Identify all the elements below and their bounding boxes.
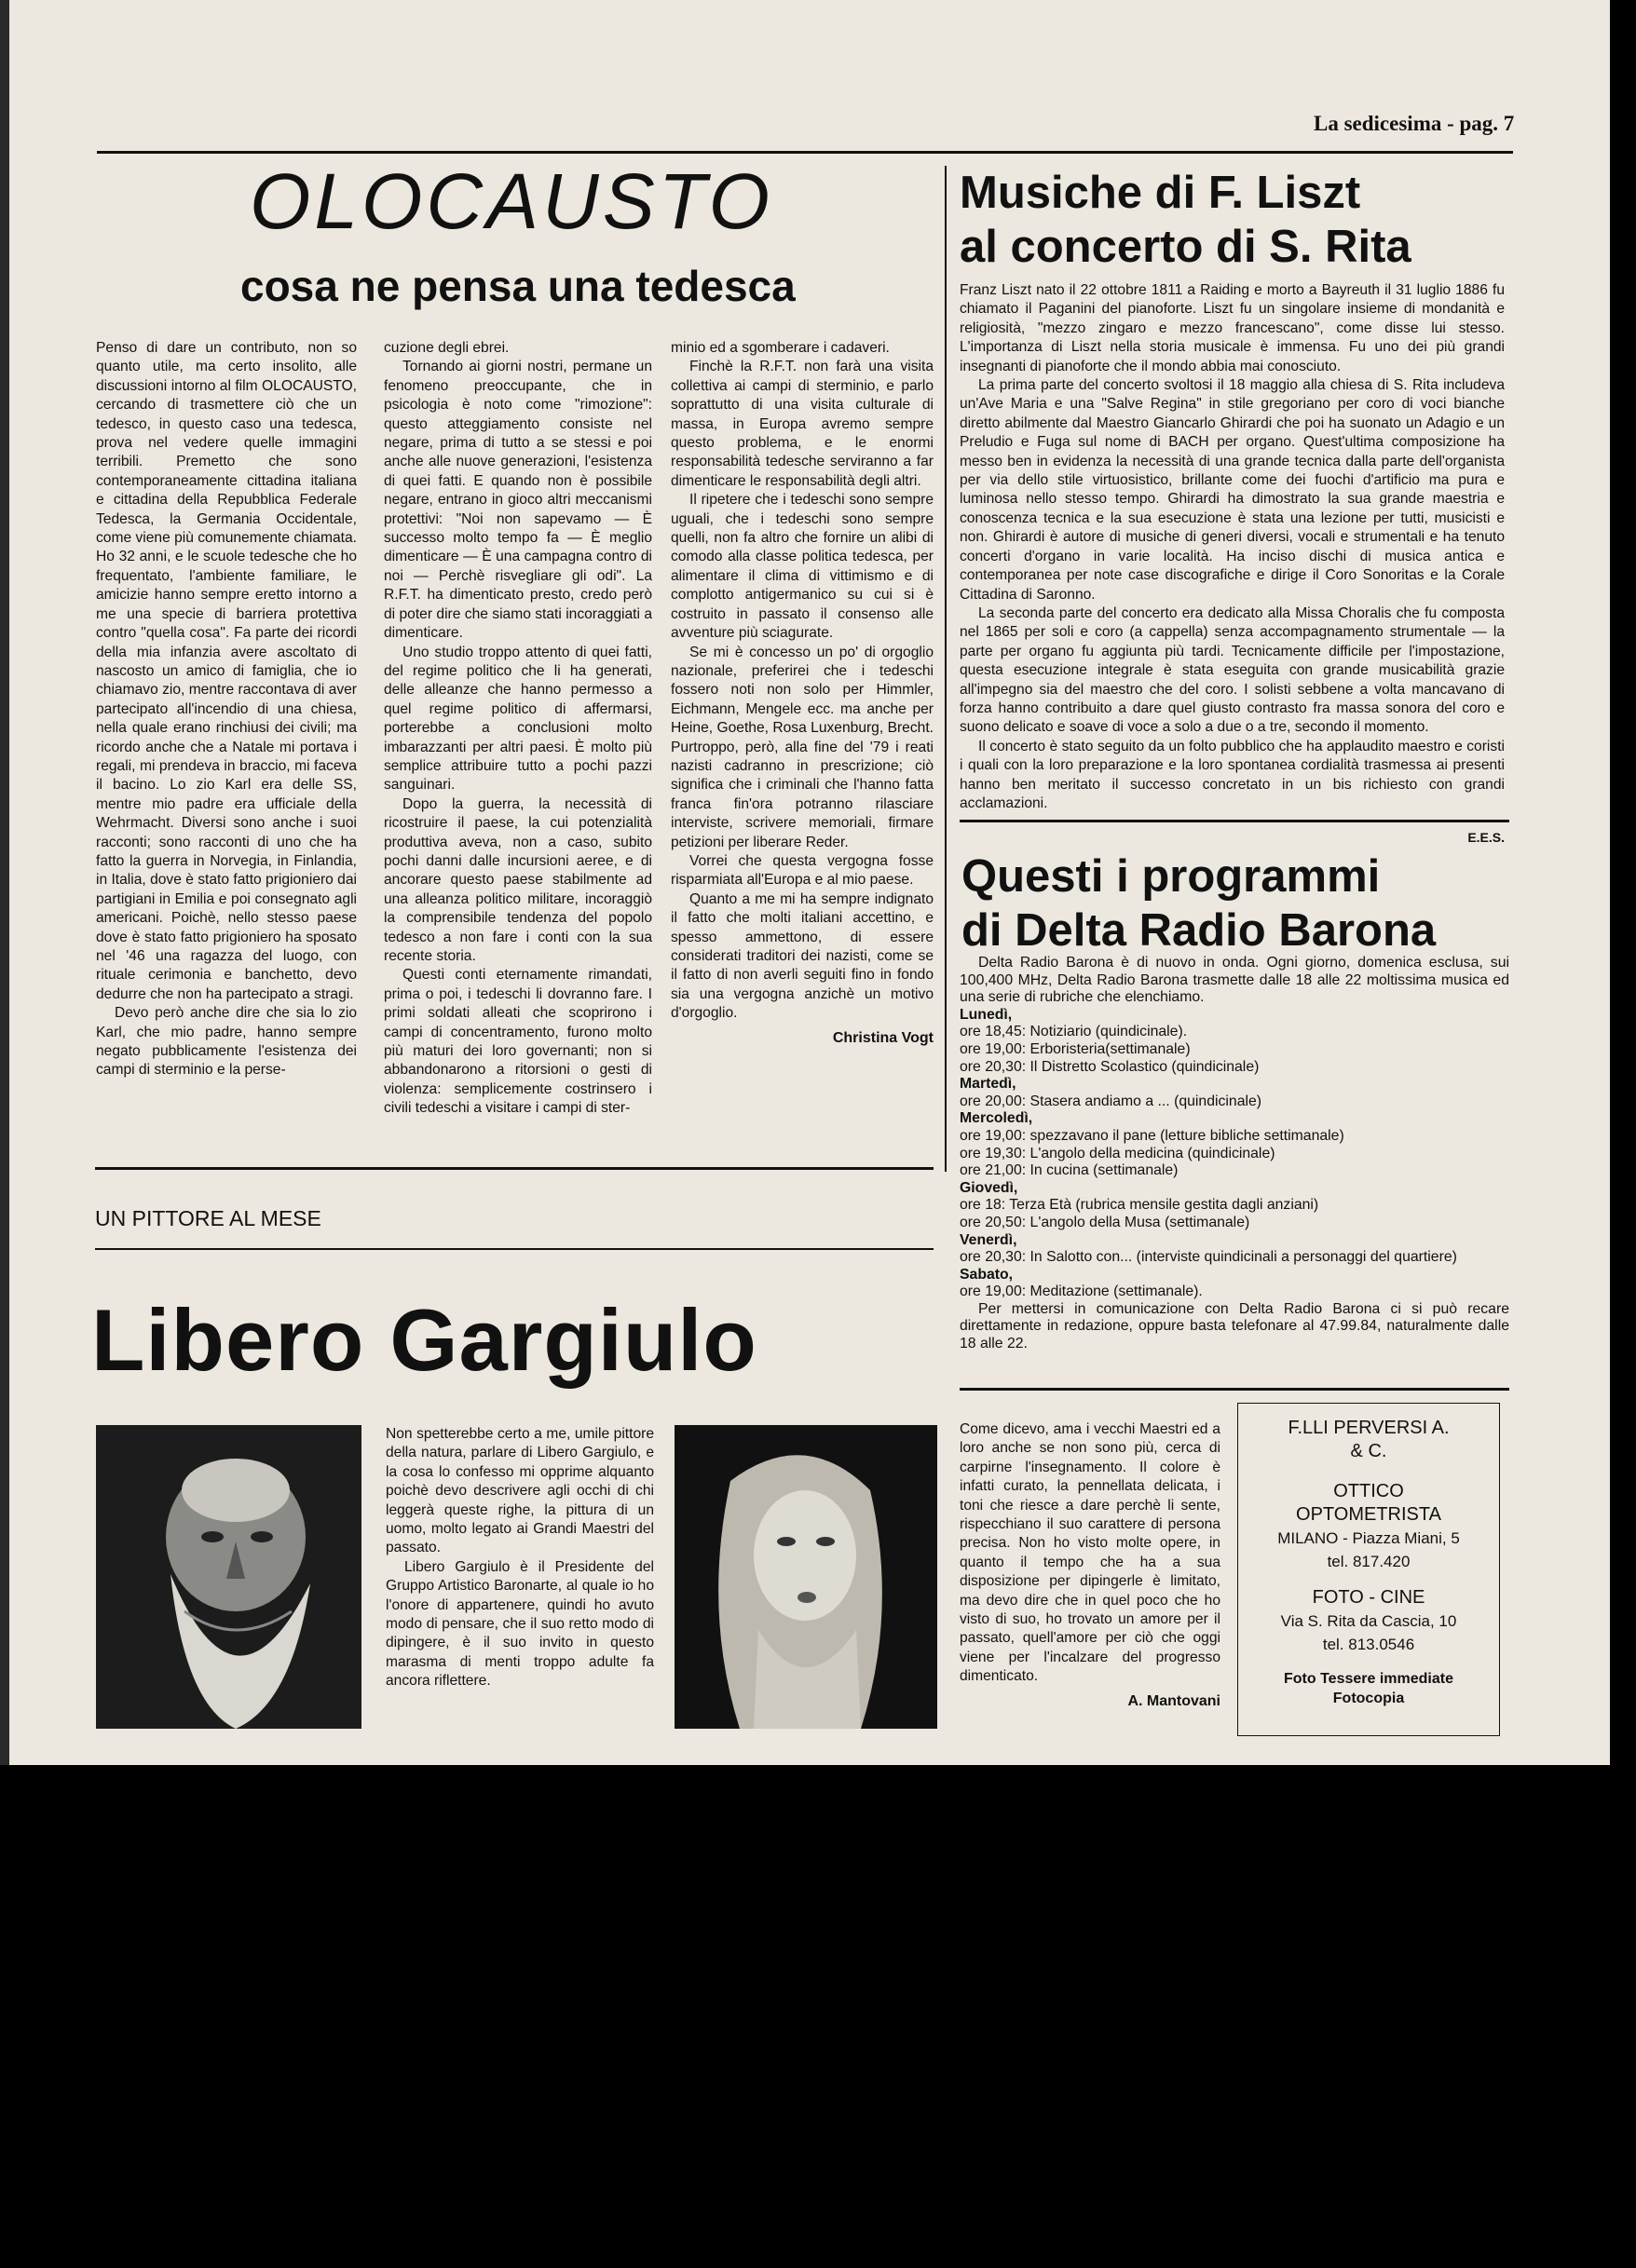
column-divider xyxy=(945,166,947,1172)
ad-address-2: Via S. Rita da Cascia, 10 xyxy=(1280,1612,1457,1630)
paragraph: Questi conti eternamente rimandati, prima o poi, i tedeschi li dovranno fare. I primi soldati alleati che scoprirono i campi di concentramento, furono molto più maturi dei loro governanti; non si abbandonarono a ritorsioni o gesti di violenza: semplicemente costrinsero i civili tedeschi a visitare i campi di ster- xyxy=(384,967,652,1117)
ad-line-foto-tessere: Foto Tessere immediate xyxy=(1284,1671,1453,1687)
ad-line-ottico: OTTICO xyxy=(1333,1481,1404,1501)
olocausto-column-3 xyxy=(671,339,934,1048)
schedule-item: ore 18,45: Notiziario (quindicinale). xyxy=(960,1024,1188,1040)
paragraph: Devo però anche dire che sia lo zio Karl, che mio padre, hanno sempre negato pubblicamente l'esistenza dei campi di sterminio e la perse- xyxy=(96,1005,357,1079)
olocausto-column-1 xyxy=(96,339,357,1080)
schedule-day xyxy=(960,1267,1509,1301)
old-man-figure-icon xyxy=(96,1425,361,1729)
header-rule xyxy=(97,151,1513,154)
page-edge xyxy=(0,0,9,1765)
paragraph: Vorrei che questa vergogna fosse risparmiata all'Europa e al mio paese. xyxy=(671,852,934,889)
paragraph: Non spetterebbe certo a me, umile pittore della natura, parlare di Libero Gargiulo, e la cosa lo confesso mi opprime alquanto poichè devo descrivere agli occhi di chi leggerà queste righe, la pittura di un uomo, molto legato ai Grandi Maestri del passato. xyxy=(386,1426,654,1556)
liszt-signature: E.E.S. xyxy=(1467,830,1505,846)
ad-name-line-2: & C. xyxy=(1350,1441,1387,1461)
day-label: Lunedì, xyxy=(960,1006,1013,1023)
schedule-day xyxy=(960,1007,1509,1076)
ad-name-line-1: F.LLI PERVERSI A. xyxy=(1288,1418,1450,1438)
ad-line-optometrista: OPTOMETRISTA xyxy=(1296,1504,1441,1525)
day-label: Venerdì, xyxy=(960,1231,1017,1248)
liszt-title-line-2: al concerto di S. Rita xyxy=(960,222,1411,272)
liszt-title-line-1: Musiche di F. Liszt xyxy=(960,168,1361,218)
paragraph: cuzione degli ebrei. xyxy=(384,340,510,356)
paragraph: Tornando ai giorni nostri, permane un fenomeno preoccupante, che in psicologia è noto come "rimozione": questo atteggiamento consiste nel negare, prima di tutto a se stessi e poi anche alle nuove generazioni, l'esistenza di quei fatti. E quando non è possibile negare, entrano in gioco altri meccanismi protettivi: "Noi non sapevamo — È successo molto tempo fa — È meglio dimenticare — È una campagna contro di noi — Perchè risvegliare gli odi". La R.F.T. ha dimenticato presto, credo però di poter dire che siamo stati incoraggiati a dimenticare. xyxy=(384,359,652,642)
schedule-item: ore 18: Terza Età (rubrica mensile gestita dagli anziani) xyxy=(960,1197,1319,1214)
schedule-item: ore 20,30: In Salotto con... (interviste quindicinali a personaggi del quartiere) xyxy=(960,1249,1457,1266)
paragraph: Finchè la R.F.T. non farà una visita collettiva ai campi di sterminio, e parlo soprattutto di una visita culturale di massa, in Europa avremo sempre questo problema, e le enormi responsabilità tedesche serviranno a far dimenticare le responsabilità degli altri. xyxy=(671,359,934,489)
schedule-item: ore 20,30: Il Distretto Scolastico (quindicinale) xyxy=(960,1058,1260,1075)
olocausto-title: OLOCAUSTO xyxy=(250,157,773,245)
woman-figure-icon xyxy=(675,1425,937,1729)
section-rule-bottom xyxy=(95,1248,934,1250)
ad-line-fotocopia: Fotocopia xyxy=(1332,1691,1405,1706)
section-label: UN PITTORE AL MESE xyxy=(95,1206,321,1230)
painting-old-man xyxy=(96,1425,361,1729)
day-label: Mercoledì, xyxy=(960,1110,1033,1127)
ad-address-1: MILANO - Piazza Miani, 5 xyxy=(1277,1529,1460,1547)
liszt-title xyxy=(960,166,1411,274)
paragraph: Il ripetere che i tedeschi sono sempre uguali, che i tedeschi sono sempre quelli, non fa altro che fornire un alibi di comodo alla classe politica tedesca, per alimentare il clima di vittimismo e di complotto antigermanico su cui si è costruito in passato il consenso alle avventure più sciagurate. xyxy=(671,492,934,642)
painting-woman xyxy=(675,1425,937,1729)
paragraph: Come dicevo, ama i vecchi Maestri ed a loro anche se non sono più, cerca di carpirne l'insegnamento. Il colore è infatti curato, la pennellata delicata, i toni che riesce a dare perchè li sente, rispecchiano il suo carattere di persona precisa. Non ho visto molte opere, in quanto il tempo che ha a sua disposizione per dipingerle è limitato, ma devo dire che in quel poco che ho visto di suo, ho trovato un amore per il passato, quell'amore per ciò che oggi viene per l'incalzare del progresso dimenticato. xyxy=(960,1421,1220,1685)
day-label: Martedì, xyxy=(960,1076,1016,1093)
paragraph: La prima parte del concerto svoltosi il 18 maggio alla chiesa di S. Rita includeva un'Ave Maria e una "Salve Regina" in stile gregoriano per coro di voci bianche diretto abilmente dal Maestro Giancarlo Ghirardi che poi ha suonato un Adagio e un Preludio e Fuga sul nome di BACH per organo. Quest'ultima composizione ha messo ben in evidenza la necessità di una grande tecnica dalla parte dell'organista per via dello stile virtuosistico, brillante come dei fuochi d'artificio ma pura e luminosa nello stesso tempo. Ghirardi ha dimostrato la sua grande maestria e conoscenza tecnica e la sua esecuzione è stata una lezione per tutti, musicisti e non. Ghirardi è autore di musiche di generi diversi, vocali e strumentali e ha tenuto concerti d'organo in varie località. Ha inciso dischi di musica antica e contemporanea per note case discografiche e dirige il Coro Sonoritas e la Corale Cittadina di Saronno. xyxy=(960,377,1505,603)
olocausto-signature: Christina Vogt xyxy=(832,1029,934,1046)
delta-outro: Per mettersi in comunicazione con Delta Radio Barona ci si può recare direttamente in redazione, oppure basta telefonare al 47.99.84, naturalmente dalle 18 alle 22. xyxy=(960,1300,1509,1352)
liszt-rule xyxy=(960,820,1509,822)
optician-ad xyxy=(1237,1403,1500,1736)
schedule-day xyxy=(960,1110,1509,1179)
schedule-item: ore 19,00: Erboristeria(settimanale) xyxy=(960,1040,1191,1057)
paragraph: Dopo la guerra, la necessità di ricostruire il paese, la cui potenzialità produttiva aveva, non a caso, subito pochi danni dalle incursioni aeree, e di ancorare questo paese stabilmente ad una alleanza politico militare, incoraggiò la comprensibile tendenza del popolo tedesco a non fare i conti con la sua recente storia. xyxy=(384,795,652,964)
schedule-item: ore 20,50: L'angolo della Musa (settimanale) xyxy=(960,1214,1250,1230)
schedule-item: ore 20,00: Stasera andiamo a ... (quindicinale) xyxy=(960,1093,1262,1109)
schedule-item: ore 19,00: Meditazione (settimanale). xyxy=(960,1283,1203,1300)
schedule-day xyxy=(960,1180,1509,1232)
paragraph: minio ed a sgomberare i cadaveri. xyxy=(671,340,890,356)
liszt-body xyxy=(960,281,1505,848)
gargiulo-title: Libero Gargiulo xyxy=(91,1291,757,1389)
ad-line-foto-cine: FOTO - CINE xyxy=(1312,1587,1425,1608)
paragraph: La seconda parte del concerto era dedicato alla Missa Choralis che fu composta nel 1865 per soli e coro (a cappella) senza accompagnamento strumentale — la parte per organo fu aggiunta più tardi. Tecnicamente difficile per l'impostazione, questa esecuzione integrale è stata eseguita con grande musicabilità grazie all'impegno sia del maestro che del coro. I solisti sebbene a volta mancavano di forza hanno contribuito a dare quel giusto contrasto fra massa sonora del coro e suono delicato e soave di voce a solo a due o a tre, secondo il momento. xyxy=(960,604,1505,736)
paragraph: Uno studio troppo attento di quei fatti, del regime politico che li ha generati, delle alleanze che hanno permesso a quel regime politico di affermarsi, porterebbe a conclusioni molto imbarazzanti per altri paesi. È molto più semplice attribuire tutto a pochi pazzi sanguinari. xyxy=(384,644,652,794)
pittore-signature: A. Mantovani xyxy=(1127,1692,1220,1709)
page-label: La sedicesima - pag. 7 xyxy=(1314,112,1515,135)
schedule-item: ore 19,00: spezzavano il pane (letture bibliche settimanale) xyxy=(960,1127,1344,1144)
pittore-column-1 xyxy=(386,1425,654,1691)
olocausto-subtitle: cosa ne pensa una tedesca xyxy=(240,262,796,310)
section-rule-top xyxy=(95,1167,934,1170)
schedule-day xyxy=(960,1232,1509,1267)
schedule-day xyxy=(960,1076,1509,1110)
ad-phone-2: tel. 813.0546 xyxy=(1322,1636,1415,1653)
paragraph: Il concerto è stato seguito da un folto pubblico che ha applaudito maestro e coristi i quali con la loro preparazione e la loro spontanea cordialità trasmessa ai presenti hanno ben meritato il successo concretato in un bis richiesto con grandi acclamazioni. xyxy=(960,738,1505,811)
delta-title-line-1: Questi i programmi xyxy=(961,851,1381,902)
delta-program-list xyxy=(960,955,1509,1353)
delta-title xyxy=(961,849,1436,957)
paragraph: Franz Liszt nato il 22 ottobre 1811 a Raiding e morto a Bayreuth il 31 luglio 1886 fu chiamato il Paganini del pianoforte. Liszt fu un singolare insieme di mondanità e religiosità, "mezzo zingaro e mezzo francescano", come disse lui stesso. L'importanza di Liszt nella storia musicale è immensa. Fu uno dei più grandi insegnanti di pianoforte che il mondo abbia mai conosciuto. xyxy=(960,282,1505,374)
paragraph: Libero Gargiulo è il Presidente del Gruppo Artistico Baronarte, al quale io ho l'onore di appartenere, quindi ho avuto modo di pensare, che il suo retto modo di dipingere, è il suo invito in questo marasma di menti troppo adulte fa ancora riflettere. xyxy=(386,1558,654,1690)
paragraph: Se mi è concesso un po' di orgoglio nazionale, preferirei che i tedeschi fossero noti non solo per Himmler, Eichmann, Mengele ecc. ma anche per Heine, Goethe, Rosa Luxenburg, Brecht. Purtroppo, però, alla fine del '79 i reati nazisti cadranno in prescrizione; ciò significa che i criminali che l'hanno fatta franca fin'ora potranno rilasciare interviste, scrivere memoriali, firmare petizioni per liberare Reder. xyxy=(671,644,934,850)
delta-intro: Delta Radio Barona è di nuovo in onda. Ogni giorno, domenica esclusa, sui 100,400 MHz, Delta Radio Barona trasmette dalle 18 alle 22 moltissima musica ed una serie di rubriche che elenchiamo. xyxy=(960,955,1509,1006)
schedule-item: ore 21,00: In cucina (settimanale) xyxy=(960,1162,1179,1179)
pittore-column-2 xyxy=(960,1420,1220,1711)
paragraph: Quanto a me mi ha sempre indignato il fatto che molti italiani accettino, e spesso ammettono, di essere considerati traditori dei nazisti, come se il fatto di non averli seguiti fino in fondo sia una vergogna anzichè un motivo d'orgoglio. xyxy=(671,890,934,1022)
delta-rule xyxy=(960,1388,1509,1391)
day-label: Sabato, xyxy=(960,1266,1014,1283)
schedule-item: ore 19,30: L'angolo della medicina (quindicinale) xyxy=(960,1145,1275,1161)
delta-title-line-2: di Delta Radio Barona xyxy=(961,905,1437,956)
ad-phone-1: tel. 817.420 xyxy=(1327,1553,1411,1570)
day-label: Giovedì, xyxy=(960,1179,1018,1196)
paragraph: Penso di dare un contributo, non so quanto utile, ma certo insolito, alle discussioni intorno al film OLOCAUSTO, cercando di trasmettere ciò che un tedesco, in questo caso una tedesca, prova nel vedere quelle immagini terribili. Premetto che sono contemporaneamente cittadina italiana e cittadina della Repubblica Federale Tedesca, la Germania Occidentale, come viene più comunemente chiamata. Ho 32 anni, e le scuole tedesche che ho frequentato, l'ambiente familiare, le amicizie hanno sempre eretto intorno a me una specie di barriera protettiva contro "quella cosa". Fa parte dei ricordi della mia infanzia avere ascoltato di nascosto un amico di famiglia, che io chiamavo zio, mentre raccontava di aver partecipato all'incendio di una chiesa, nella quale erano rinchiusi dei civili; ma ricordo anche che a Natale mi portava i regali, mi prendeva in braccio, mi faceva il bacino. Lo zio Karl era delle SS, mentre mio padre era ufficiale della Wehrmacht. Diversi sono anche i suoi racconti; sono racconti di uno che ha fatto la guerra in Norvegia, in Finlandia, in Italia, dove è stato fatto prigioniero dai partigiani in Emilia e poi consegnato agli americani. Poichè, nello stesso paese dove è stato fatto prigioniero ha sposato nel '46 una ragazza del luogo, con rituale cerimonia e banchetto, devo dedurre che non ha partecipato a stragi. xyxy=(96,340,357,1002)
olocausto-column-2 xyxy=(384,339,652,1119)
